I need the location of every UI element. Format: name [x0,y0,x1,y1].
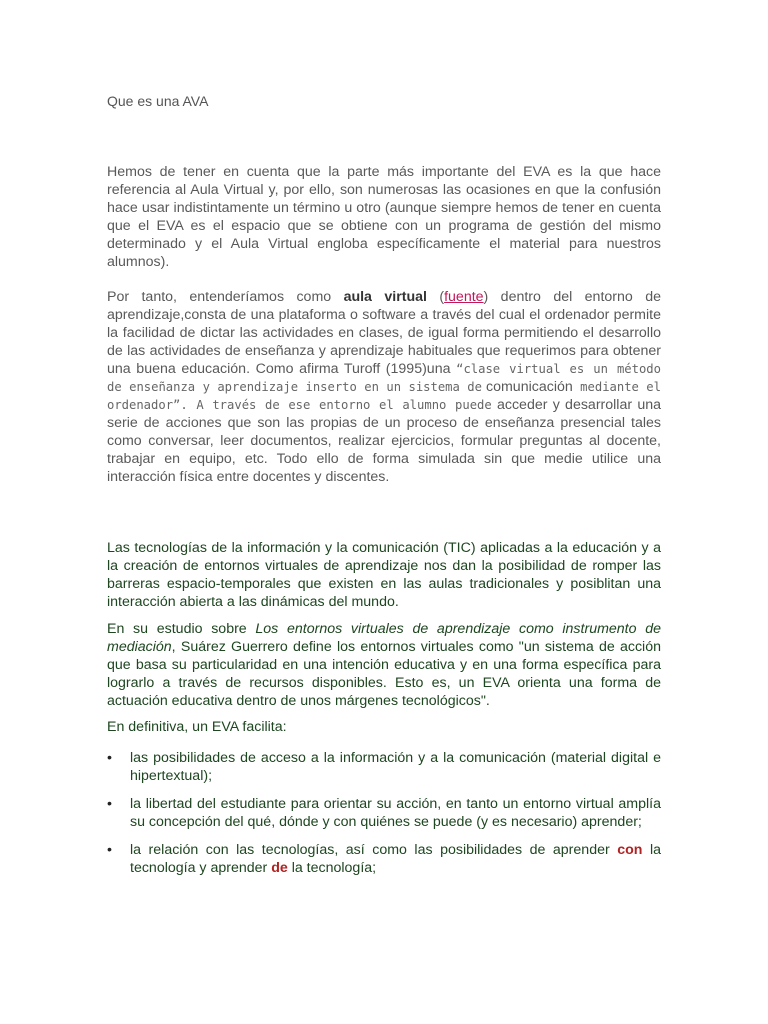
paragraph-text: Las tecnologías de la información y la comunicación (TIC) aplicadas a la educación y a la creación de entornos virtuales de aprendizaje nos dan la posibilidad de romper las barreras espacio-temporales que existen en las aulas tradicionales y posiblitan una interacción abierta a las dinámicas del mundo. [107,540,661,610]
paragraph-text: En su estudio sobre [107,621,256,637]
paragraph-text: ( [426,289,445,305]
list-item-text: la tecnología y aprender [130,842,662,876]
paragraph-text: , Suárez Guerrero define los entornos virtuales como "un sistema de acción que basa su particularidad en una intención educativa y en una forma específica para lograrlo a través de recursos disponibles. Esto es, un EVA orienta una forma de actuación educativa dentro de unos márgenes tecnológicos". [107,639,661,709]
quote-text: mediante el ordenador”. A través de ese entorno el alumno puede [107,380,661,412]
quote-text: “clase virtual es un método de enseñanza y aprendizaje inserto en un sistema de [107,362,661,394]
list-item [107,841,661,877]
paragraph-text: En definitiva, un EVA facilita: [107,719,287,735]
emphasis-de: de [271,860,288,876]
list-item-text: la relación con las tecnologías, así como las posibilidades de aprender [130,842,618,858]
paragraph-text: acceder y desarrollar una serie de acciones que son las propias de un proceso de enseñanza presencial tales como conversar, leer documentos, realizar ejercicios, formular preguntas al docente, trabajar en equipo, etc. Todo ello de forma simulada sin que medie utilice una interacción física entre docentes y discentes. [107,397,661,485]
list-item-text: la tecnología; [287,860,377,876]
list-item-text: las posibilidades de acceso a la información y a la comunicación (material digital e hipertextual); [130,750,661,784]
paragraph-text: Hemos de tener en cuenta que la parte más importante del EVA es la que hace referencia al Aula Virtual y, por ello, son numerosas las ocasiones en que la confusión hace usar indistintamente un término u otro (aunque siempre hemos de tener en cuenta que el EVA es el espacio que se obtiene con un programa de gestión del mismo determinado y el Aula Virtual engloba específicamente el material para nuestros alumnos). [107,164,661,270]
paragraph-tic [107,539,661,611]
list-item [107,749,661,785]
facilita-list [107,749,661,887]
paragraph-en-definitiva [107,718,661,736]
paragraph-suarez-guerrero [107,620,661,710]
document-title: Que es una AVA [107,93,209,109]
bold-term-aula-virtual: aula virtual [343,289,427,305]
fuente-link[interactable]: fuente [444,289,484,305]
paragraph-text: ) dentro del entorno de aprendizaje,consta de una plataforma o software a través del cual el ordenador permite la facilidad de dictar las actividades en clases, de igual forma permitiendo el desarrollo de las actividades de enseñanza y aprendizaje habituales que requerimos para obtener una buena educación. Como afirma Turoff (1995)una [107,289,661,377]
paragraph-text: Por tanto, entenderíamos como [107,289,344,305]
paragraph-aula-virtual-definition [107,288,661,486]
list-item [107,795,661,831]
italic-study-title: Los entornos virtuales de aprendizaje como instrumento de mediación [107,621,661,655]
paragraph-text: comunicación [486,379,573,395]
emphasis-con: con [617,842,643,858]
list-item-text: la libertad del estudiante para orientar su acción, en tanto un entorno virtual amplía su concepción del qué, dónde y con quiénes se puede (y es necesario) aprender; [130,796,661,830]
paragraph-eva-aula-virtual [107,163,661,271]
